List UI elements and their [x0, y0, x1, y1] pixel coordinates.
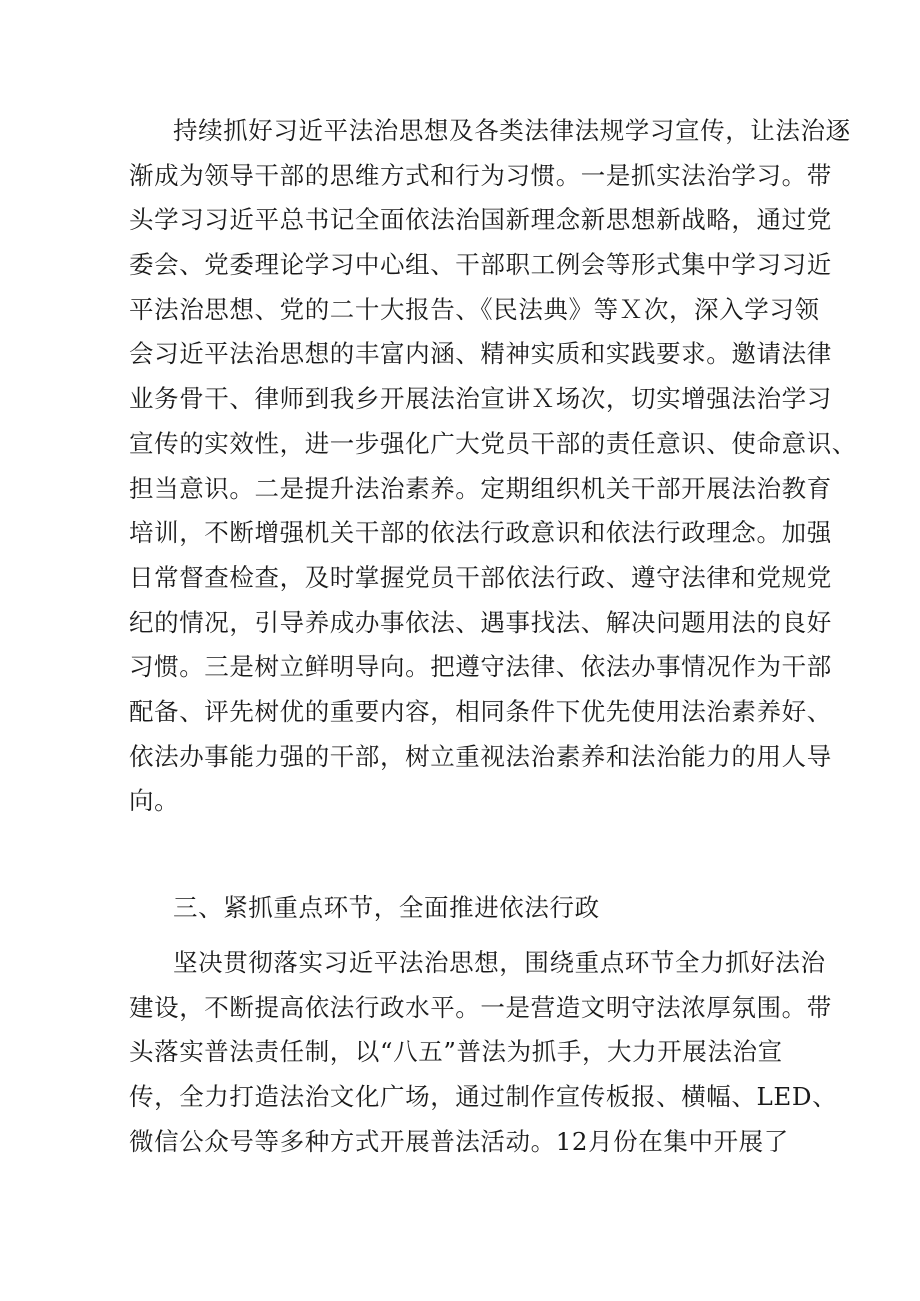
paragraph-line: 向。 — [129, 786, 180, 816]
paragraph-line: 配备、评先树优的重要内容，相同条件下优先使用法治素养好、 — [129, 696, 832, 726]
paragraph-line: 持续抓好习近平法治思想及各类法律法规学习宣传，让法治逐 — [173, 116, 851, 145]
paragraph-line: 日常督查检查，及时掌握党员干部依法行政、遵守法律和党规党 — [129, 562, 832, 592]
paragraph-line: 平法治思想、党的二十大报告、《民法典》等Ｘ次，深入学习领 — [129, 294, 820, 324]
section-heading — [129, 886, 809, 931]
section-heading-text: 三、紧抓重点环节，全面推进依法行政 — [173, 893, 600, 922]
paragraph-line: 传，全力打造法治文化广场，通过制作宣传板报、横幅、LED、 — [129, 1082, 838, 1112]
paragraph-line: 微信公众号等多种方式开展普法活动。12月份在集中开展了 — [129, 1126, 789, 1156]
paragraph-administration-by-law — [129, 941, 838, 1164]
paragraph-line: 宣传的实效性，进一步强化广大党员干部的责任意识、使命意识、 — [129, 428, 857, 458]
paragraph-line: 头学习习近平总书记全面依法治国新理念新思想新战略，通过党 — [129, 205, 832, 235]
paragraph-line: 头落实普法责任制，以“八五”普法为抓手，大力开展法治宣 — [129, 1037, 783, 1067]
paragraph-line: 纪的情况，引导养成办事依法、遇事找法、解决问题用法的良好 — [129, 607, 832, 637]
paragraph-line: 依法办事能力强的干部，树立重视法治素养和法治能力的用人导 — [129, 741, 832, 771]
paragraph-line: 渐成为领导干部的思维方式和行为习惯。一是抓实法治学习。带 — [129, 160, 832, 190]
paragraph-line: 坚决贯彻落实习近平法治思想，围绕重点环节全力抓好法治 — [173, 948, 826, 977]
paragraph-line: 担当意识。二是提升法治素养。定期组织机关干部开展法治教育 — [129, 473, 832, 503]
paragraph-line: 培训，不断增强机关干部的依法行政意识和依法行政理念。加强 — [129, 518, 832, 548]
paragraph-line: 会习近平法治思想的丰富内涵、精神实质和实践要求。邀请法律 — [129, 339, 832, 369]
paragraph-rule-of-law-study — [129, 109, 857, 824]
paragraph-line: 委会、党委理论学习中心组、干部职工例会等形式集中学习习近 — [129, 250, 832, 280]
paragraph-line: 习惯。三是树立鲜明导向。把遵守法律、依法办事情况作为干部 — [129, 652, 832, 682]
paragraph-line: 建设，不断提高依法行政水平。一是营造文明守法浓厚氛围。带 — [129, 992, 832, 1022]
paragraph-line: 业务骨干、律师到我乡开展法治宣讲Ｘ场次，切实增强法治学习 — [129, 384, 832, 414]
